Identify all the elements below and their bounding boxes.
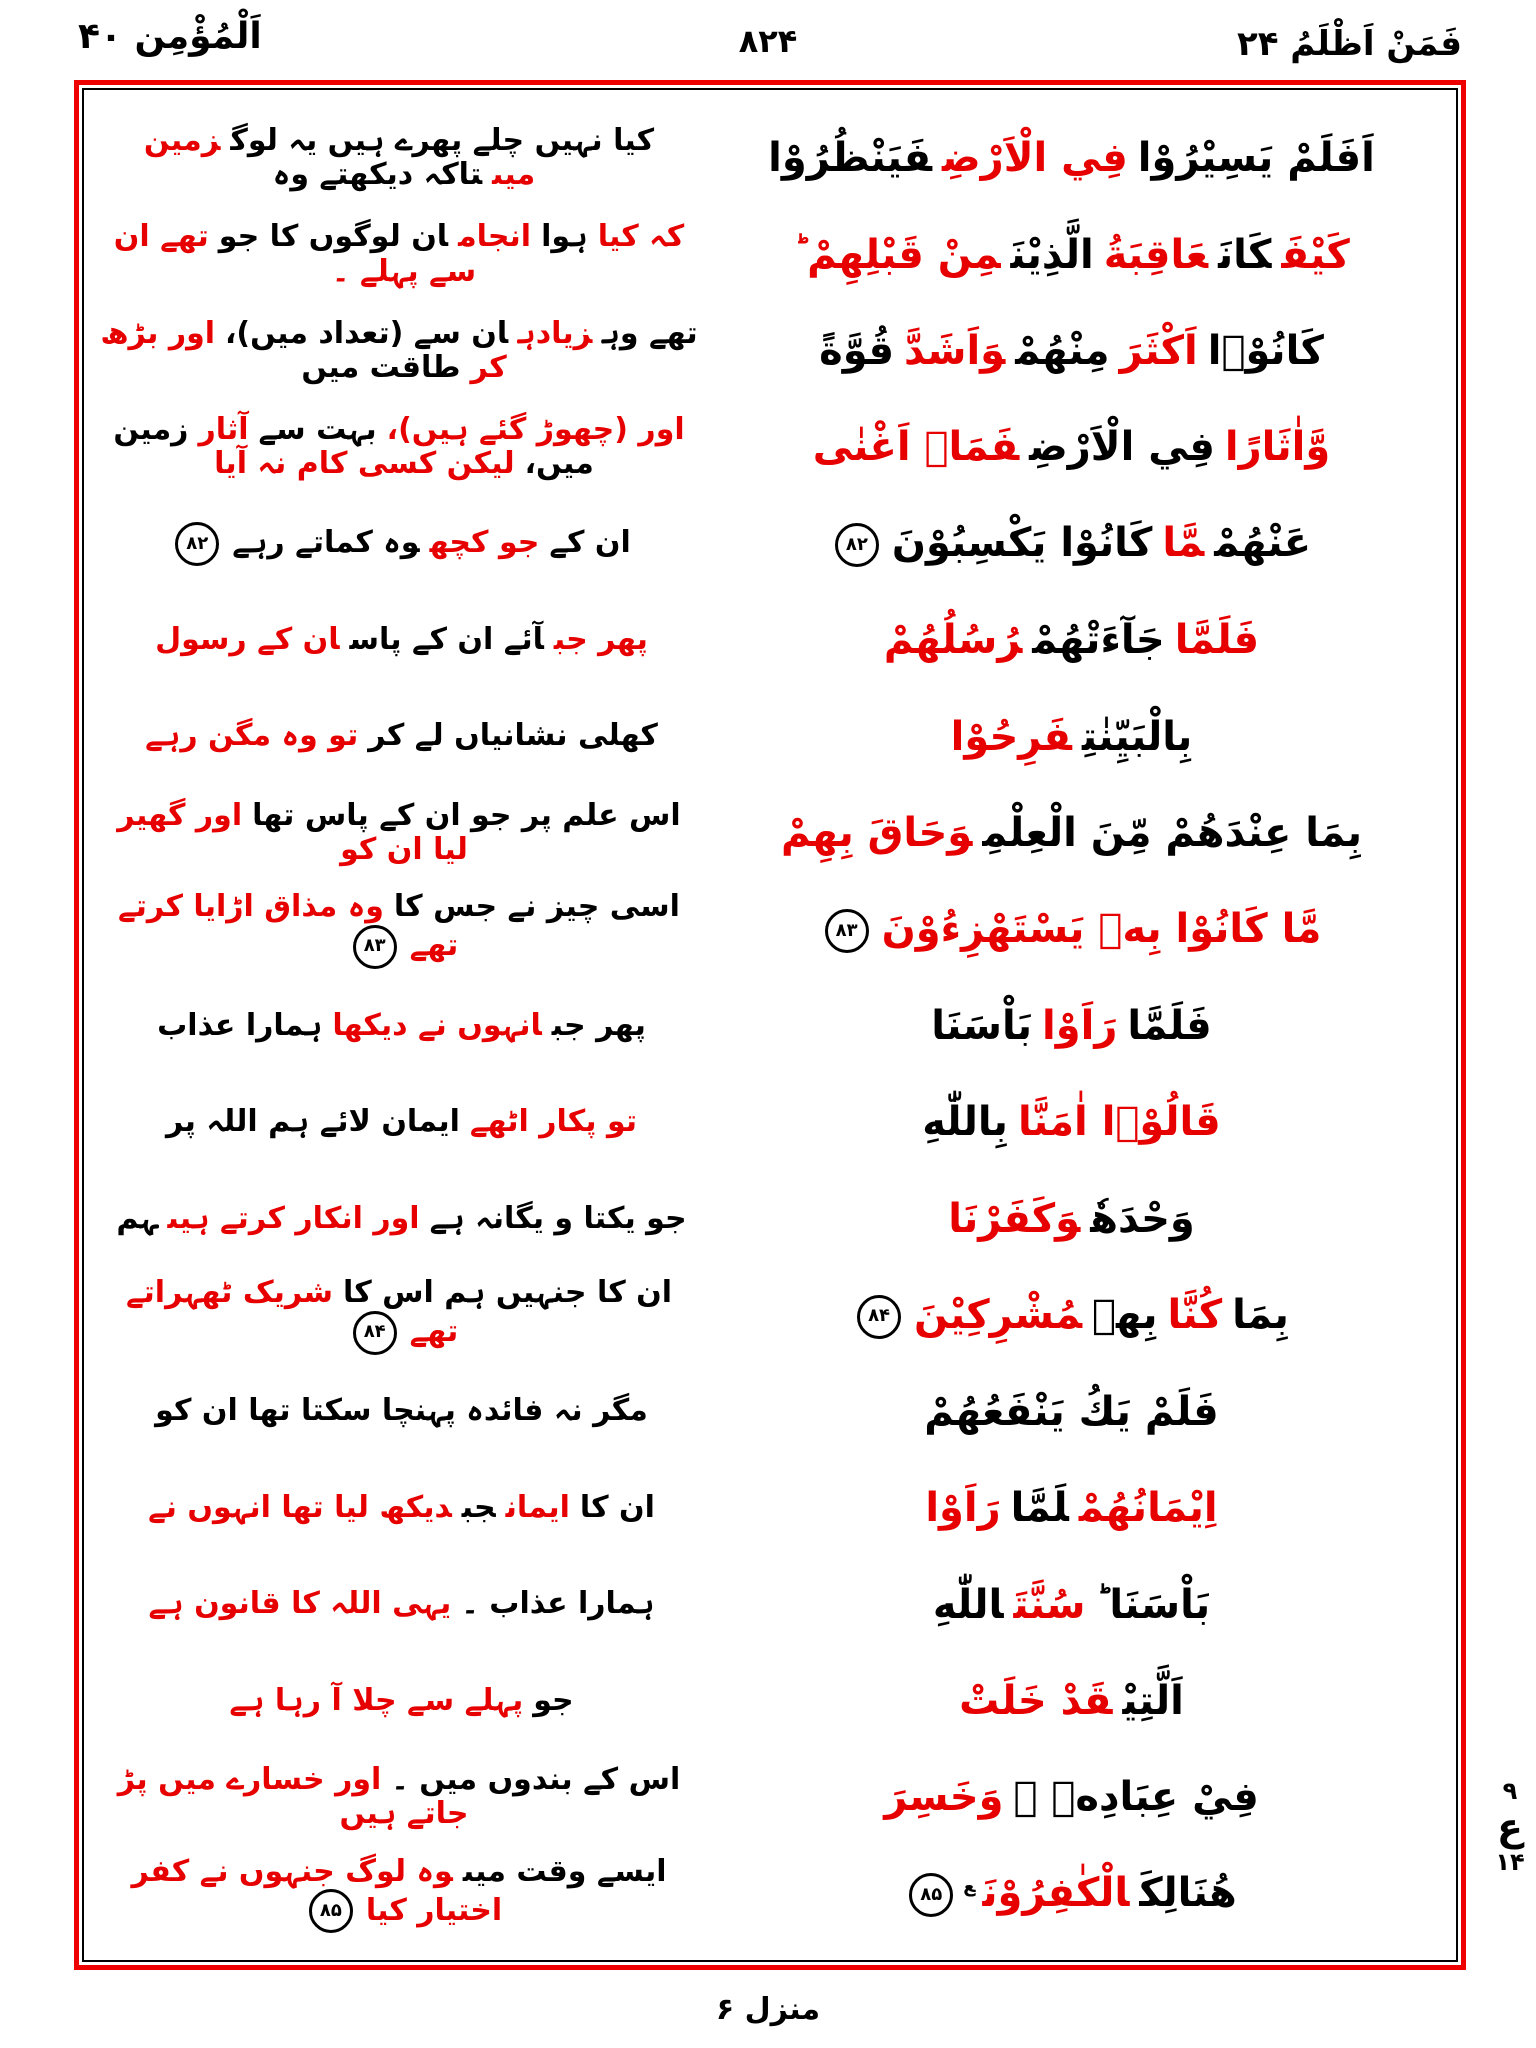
verse-row (100, 1653, 1440, 1749)
urdu-translation-line (100, 1491, 703, 1526)
text-segment: جب (461, 1489, 496, 1525)
text-segment: فَلَمَّا (1174, 617, 1260, 664)
urdu-translation-line (100, 1394, 703, 1429)
text-segment: فَلَمَّا (1127, 1003, 1212, 1049)
arabic-verse-line (703, 1292, 1440, 1339)
text-segment: ان کا (579, 1489, 655, 1525)
verse-row (100, 689, 1440, 785)
ruku-count-surah: ۹ (1502, 1777, 1518, 1805)
text-segment: تو وہ مگن رہے (145, 718, 359, 754)
text-segment: ہوا (541, 219, 588, 255)
text-segment: عَنْهُمْ (1214, 520, 1312, 567)
text-segment: وَحْدَهٗ (1090, 1195, 1195, 1242)
verse-row (100, 399, 1440, 495)
text-segment: كَانُوْا يَكْسِبُوْنَ (891, 520, 1153, 567)
arabic-verse-line (703, 1582, 1440, 1628)
text-segment: جو یکتا و یگانہ ہے (429, 1200, 687, 1236)
text-segment: قُوَّةً (819, 328, 895, 375)
verse-row (100, 1171, 1440, 1267)
text-segment: پہلے سے چلا آ رہا ہے (229, 1682, 524, 1718)
lines-container (100, 110, 1440, 1942)
text-segment: تھے وہ (602, 315, 698, 351)
text-segment: کھلی نشانیاں لے کر (368, 718, 658, 754)
text-segment: اِيْمَانُهُمْ (1078, 1485, 1218, 1532)
text-segment: اسی چیز نے جس کا (393, 889, 680, 925)
text-segment: ہمارا عذاب ۔ (461, 1586, 655, 1622)
ruku-marker (1488, 1778, 1532, 1877)
text-segment: پھر جب (553, 622, 648, 658)
text-segment: ان کا جنہیں ہم اس کا (343, 1275, 673, 1311)
text-segment: لَمَّا (1010, 1485, 1069, 1532)
text-segment: كَانُوْۤا (1207, 328, 1324, 375)
text-segment: بَاْسَنَا ؕ (1095, 1581, 1211, 1628)
text-segment: زمین میں، (113, 411, 594, 482)
text-segment: ہمارا عذاب (157, 1007, 323, 1043)
text-segment: مگر نہ فائدہ پہنچا سکتا تھا ان کو (155, 1393, 648, 1429)
text-segment: رَاَوْا (925, 1485, 1001, 1532)
text-segment: اور (چھوڑ گئے ہیں)، (386, 411, 685, 447)
text-segment: اس کے بندوں میں ۔ (391, 1761, 681, 1797)
arabic-verse-line (703, 1485, 1440, 1531)
text-segment: کہ کیا (597, 219, 685, 255)
text-segment: زمین میں (143, 122, 536, 193)
urdu-translation-line (100, 623, 703, 658)
text-segment: اَكْثَرَ (1119, 328, 1198, 375)
text-segment: ان کے (549, 525, 631, 561)
verse-row (100, 592, 1440, 688)
verse-row (100, 1749, 1440, 1845)
text-segment: کیا نہیں چلے پھرے ہیں یہ لوگ (230, 122, 655, 158)
urdu-translation-line (100, 719, 703, 754)
arabic-verse-line (703, 810, 1440, 856)
verse-row (100, 303, 1440, 399)
text-segment: وہ کماتے رہے (232, 525, 420, 561)
text-segment: ع (963, 1875, 976, 1897)
urdu-translation-line (100, 1105, 703, 1140)
arabic-verse-line (703, 714, 1440, 760)
text-segment: وَّاٰثَارًا (1224, 424, 1331, 471)
arabic-verse-line (703, 1389, 1440, 1435)
text-segment: سُنَّتَ (1013, 1581, 1086, 1628)
text-segment: اللّٰهِ (932, 1581, 1004, 1628)
text-segment: فَرِحُوْا (950, 713, 1072, 760)
text-segment: وہ لوگ جنہوں نے کفر اختیار کیا (131, 1853, 503, 1928)
arabic-verse-line (703, 1774, 1440, 1820)
text-segment: اور خسارے میں پڑ جاتے ہیں (117, 1761, 469, 1832)
text-segment: شریک ٹھہراتے تھے (125, 1275, 459, 1350)
text-segment: كُنَّا (1167, 1291, 1223, 1338)
text-segment: فَلَمْ يَكُ يَنْفَعُهُمْ (924, 1388, 1219, 1435)
arabic-verse-line (703, 1196, 1440, 1242)
arabic-verse-line (703, 1099, 1440, 1145)
text-segment: آثار (198, 411, 249, 447)
text-segment: بِاللّٰهِ (922, 1099, 1008, 1146)
text-segment: كَانَ (1218, 231, 1272, 278)
urdu-translation-line (100, 1276, 703, 1355)
text-segment: وہ مذاق اڑایا کرتے تھے (118, 889, 459, 964)
page-frame-inner (82, 88, 1458, 1962)
text-segment: وَاَشَدَّ (904, 328, 1006, 375)
urdu-translation-line (100, 1587, 703, 1622)
page-frame-outer (74, 80, 1466, 1970)
text-segment: بِالْبَيِّنٰتِ (1081, 713, 1193, 760)
text-segment: قَالُوْۤا اٰمَنَّا (1017, 1099, 1221, 1146)
text-segment: ایمان لائے ہم اللہ پر (165, 1104, 460, 1140)
urdu-translation-line (100, 1855, 703, 1934)
text-segment: ایمان (505, 1489, 570, 1525)
text-segment: عَاقِبَةُ (1103, 231, 1209, 278)
text-segment: زیادہ (518, 315, 593, 351)
arabic-verse-line (703, 1870, 1440, 1917)
text-segment: اَفَلَمْ يَسِيْرُوْا (1137, 135, 1375, 182)
ruku-count-juz: ۱۴ (1495, 1848, 1525, 1877)
text-segment: انہوں نے دیکھا (332, 1007, 542, 1043)
urdu-translation-line (100, 1684, 703, 1719)
urdu-translation-line (100, 124, 703, 193)
text-segment: وَخَسِرَ (884, 1774, 1004, 1821)
urdu-translation-line (100, 1009, 703, 1044)
verse-row (100, 1460, 1440, 1556)
urdu-translation-line (100, 522, 703, 566)
text-segment: هُنَالِكَ (1139, 1870, 1237, 1917)
text-segment: ان لوگوں کا جو (218, 219, 449, 255)
text-segment: قَدْ خَلَتْ (959, 1677, 1113, 1724)
arabic-verse-line (703, 424, 1440, 470)
text-segment: مُشْرِكِيْنَ (914, 1291, 1083, 1338)
text-segment: لیکن کسی کام نہ آیا (214, 446, 515, 482)
text-segment: یہی اللہ کا قانون ہے (148, 1586, 452, 1622)
arabic-verse-line (703, 617, 1440, 663)
text-segment: فَمَاۤ اَغْنٰى (812, 424, 1020, 471)
text-segment: انجام (458, 219, 532, 255)
text-segment: وَكَفَرْنَا (948, 1195, 1081, 1242)
verse-number-badge: ۸۴ (353, 1311, 397, 1355)
urdu-translation-line (100, 799, 703, 868)
text-segment: الْكٰفِرُوْنَ (982, 1870, 1130, 1917)
text-segment: جو کچھ (429, 525, 540, 561)
text-segment: مِنْهُمْ (1015, 328, 1110, 375)
text-segment: تو پکار اٹھے (469, 1104, 638, 1140)
text-segment: ہم (116, 1200, 158, 1236)
manzil-label: منزل ۶ (715, 1992, 821, 2027)
verse-number-badge: ۸۵ (909, 1873, 953, 1917)
text-segment: مَّا كَانُوْا بِهٖ يَسْتَهْزِءُوْنَ (881, 906, 1322, 953)
text-segment: ان کے رسول (155, 622, 340, 658)
text-segment: فِي الْاَرْضِ (942, 135, 1128, 182)
text-segment: ان سے (تعداد میں)، (225, 315, 509, 351)
text-segment: تھے ان سے پہلے ۔ (113, 219, 477, 289)
text-segment: اور بڑھ کر (100, 315, 507, 386)
arabic-verse-line (703, 520, 1440, 567)
verse-row (100, 1267, 1440, 1363)
verse-row (100, 496, 1440, 592)
page-number: ۸۲۴ (738, 22, 798, 60)
verse-row (100, 206, 1440, 302)
verse-number-badge: ۸۵ (309, 1889, 353, 1933)
urdu-translation-line (100, 890, 703, 969)
arabic-verse-line (703, 1678, 1440, 1724)
urdu-translation-line (100, 220, 703, 289)
juz-title: فَمَنْ اَظْلَمُ ۲۴ (1236, 24, 1462, 64)
ruku-ain-symbol: ع (1497, 1804, 1523, 1849)
text-segment: ایسے وقت میں (462, 1853, 667, 1889)
urdu-translation-line (100, 413, 703, 482)
text-segment: فِي الْاَرْضِ (1029, 424, 1215, 471)
arabic-verse-line (703, 232, 1440, 278)
text-segment: جَآءَتْهُمْ (1032, 617, 1165, 664)
verse-row (100, 1846, 1440, 1942)
verse-number-badge: ۸۳ (353, 925, 397, 969)
verse-row (100, 1363, 1440, 1459)
text-segment: مَّا (1162, 520, 1205, 567)
urdu-translation-line (100, 1763, 703, 1832)
text-segment: آئے ان کے پاس (349, 622, 544, 658)
text-segment: الَّذِيْنَ (1010, 231, 1094, 278)
arabic-verse-line (703, 1003, 1440, 1049)
text-segment: تاکہ دیکھتے وہ (272, 157, 483, 193)
arabic-verse-line (703, 328, 1440, 374)
text-segment: كَيْفَ (1281, 231, 1350, 278)
verse-number-badge: ۸۳ (825, 909, 869, 953)
text-segment: رُسُلُهُمْ (883, 617, 1023, 664)
verse-row (100, 785, 1440, 881)
text-segment: اور گھیر لیا ان کو (117, 797, 468, 868)
urdu-translation-line (100, 317, 703, 386)
text-segment: فَيَنْظُرُوْا (768, 135, 933, 182)
surah-title: اَلْمُؤْمِن ۴۰ (78, 16, 262, 57)
text-segment: بہت سے (258, 411, 377, 447)
text-segment: رَاَوْا (1042, 1003, 1118, 1049)
verse-row (100, 110, 1440, 206)
text-segment: بِمَا عِنْدَهُمْ مِّنَ الْعِلْمِ (982, 810, 1363, 857)
text-segment: بِمَا (1232, 1291, 1289, 1338)
text-segment: اَلَّتِيْ (1122, 1677, 1184, 1724)
text-segment: جو (533, 1682, 574, 1718)
verse-number-badge: ۸۲ (175, 522, 219, 566)
text-segment: بَاْسَنَا (931, 1003, 1033, 1049)
verse-number-badge: ۸۲ (835, 523, 879, 567)
text-segment: اس علم پر جو ان کے پاس تھا (252, 797, 681, 833)
verse-row (100, 1074, 1440, 1170)
verse-number-badge: ۸۴ (857, 1295, 901, 1339)
text-segment: دیکھ لیا تھا انہوں نے (148, 1489, 452, 1525)
text-segment: بِهٖ (1092, 1291, 1158, 1338)
text-segment: مِنْ قَبْلِهِمْ ؕ (793, 231, 1001, 278)
text-segment: وَحَاقَ بِهِمْ (780, 810, 973, 857)
arabic-verse-line (703, 906, 1440, 953)
text-segment: پھر جب (551, 1007, 646, 1043)
arabic-verse-line (703, 135, 1440, 181)
verse-row (100, 881, 1440, 977)
text-segment: طاقت میں (301, 350, 461, 386)
verse-row (100, 1556, 1440, 1652)
text-segment: اور انکار کرتے ہیں (167, 1200, 420, 1236)
text-segment: فِيْ عِبَادِهٖ ۚ (1013, 1774, 1259, 1821)
verse-row (100, 978, 1440, 1074)
urdu-translation-line (100, 1202, 703, 1237)
